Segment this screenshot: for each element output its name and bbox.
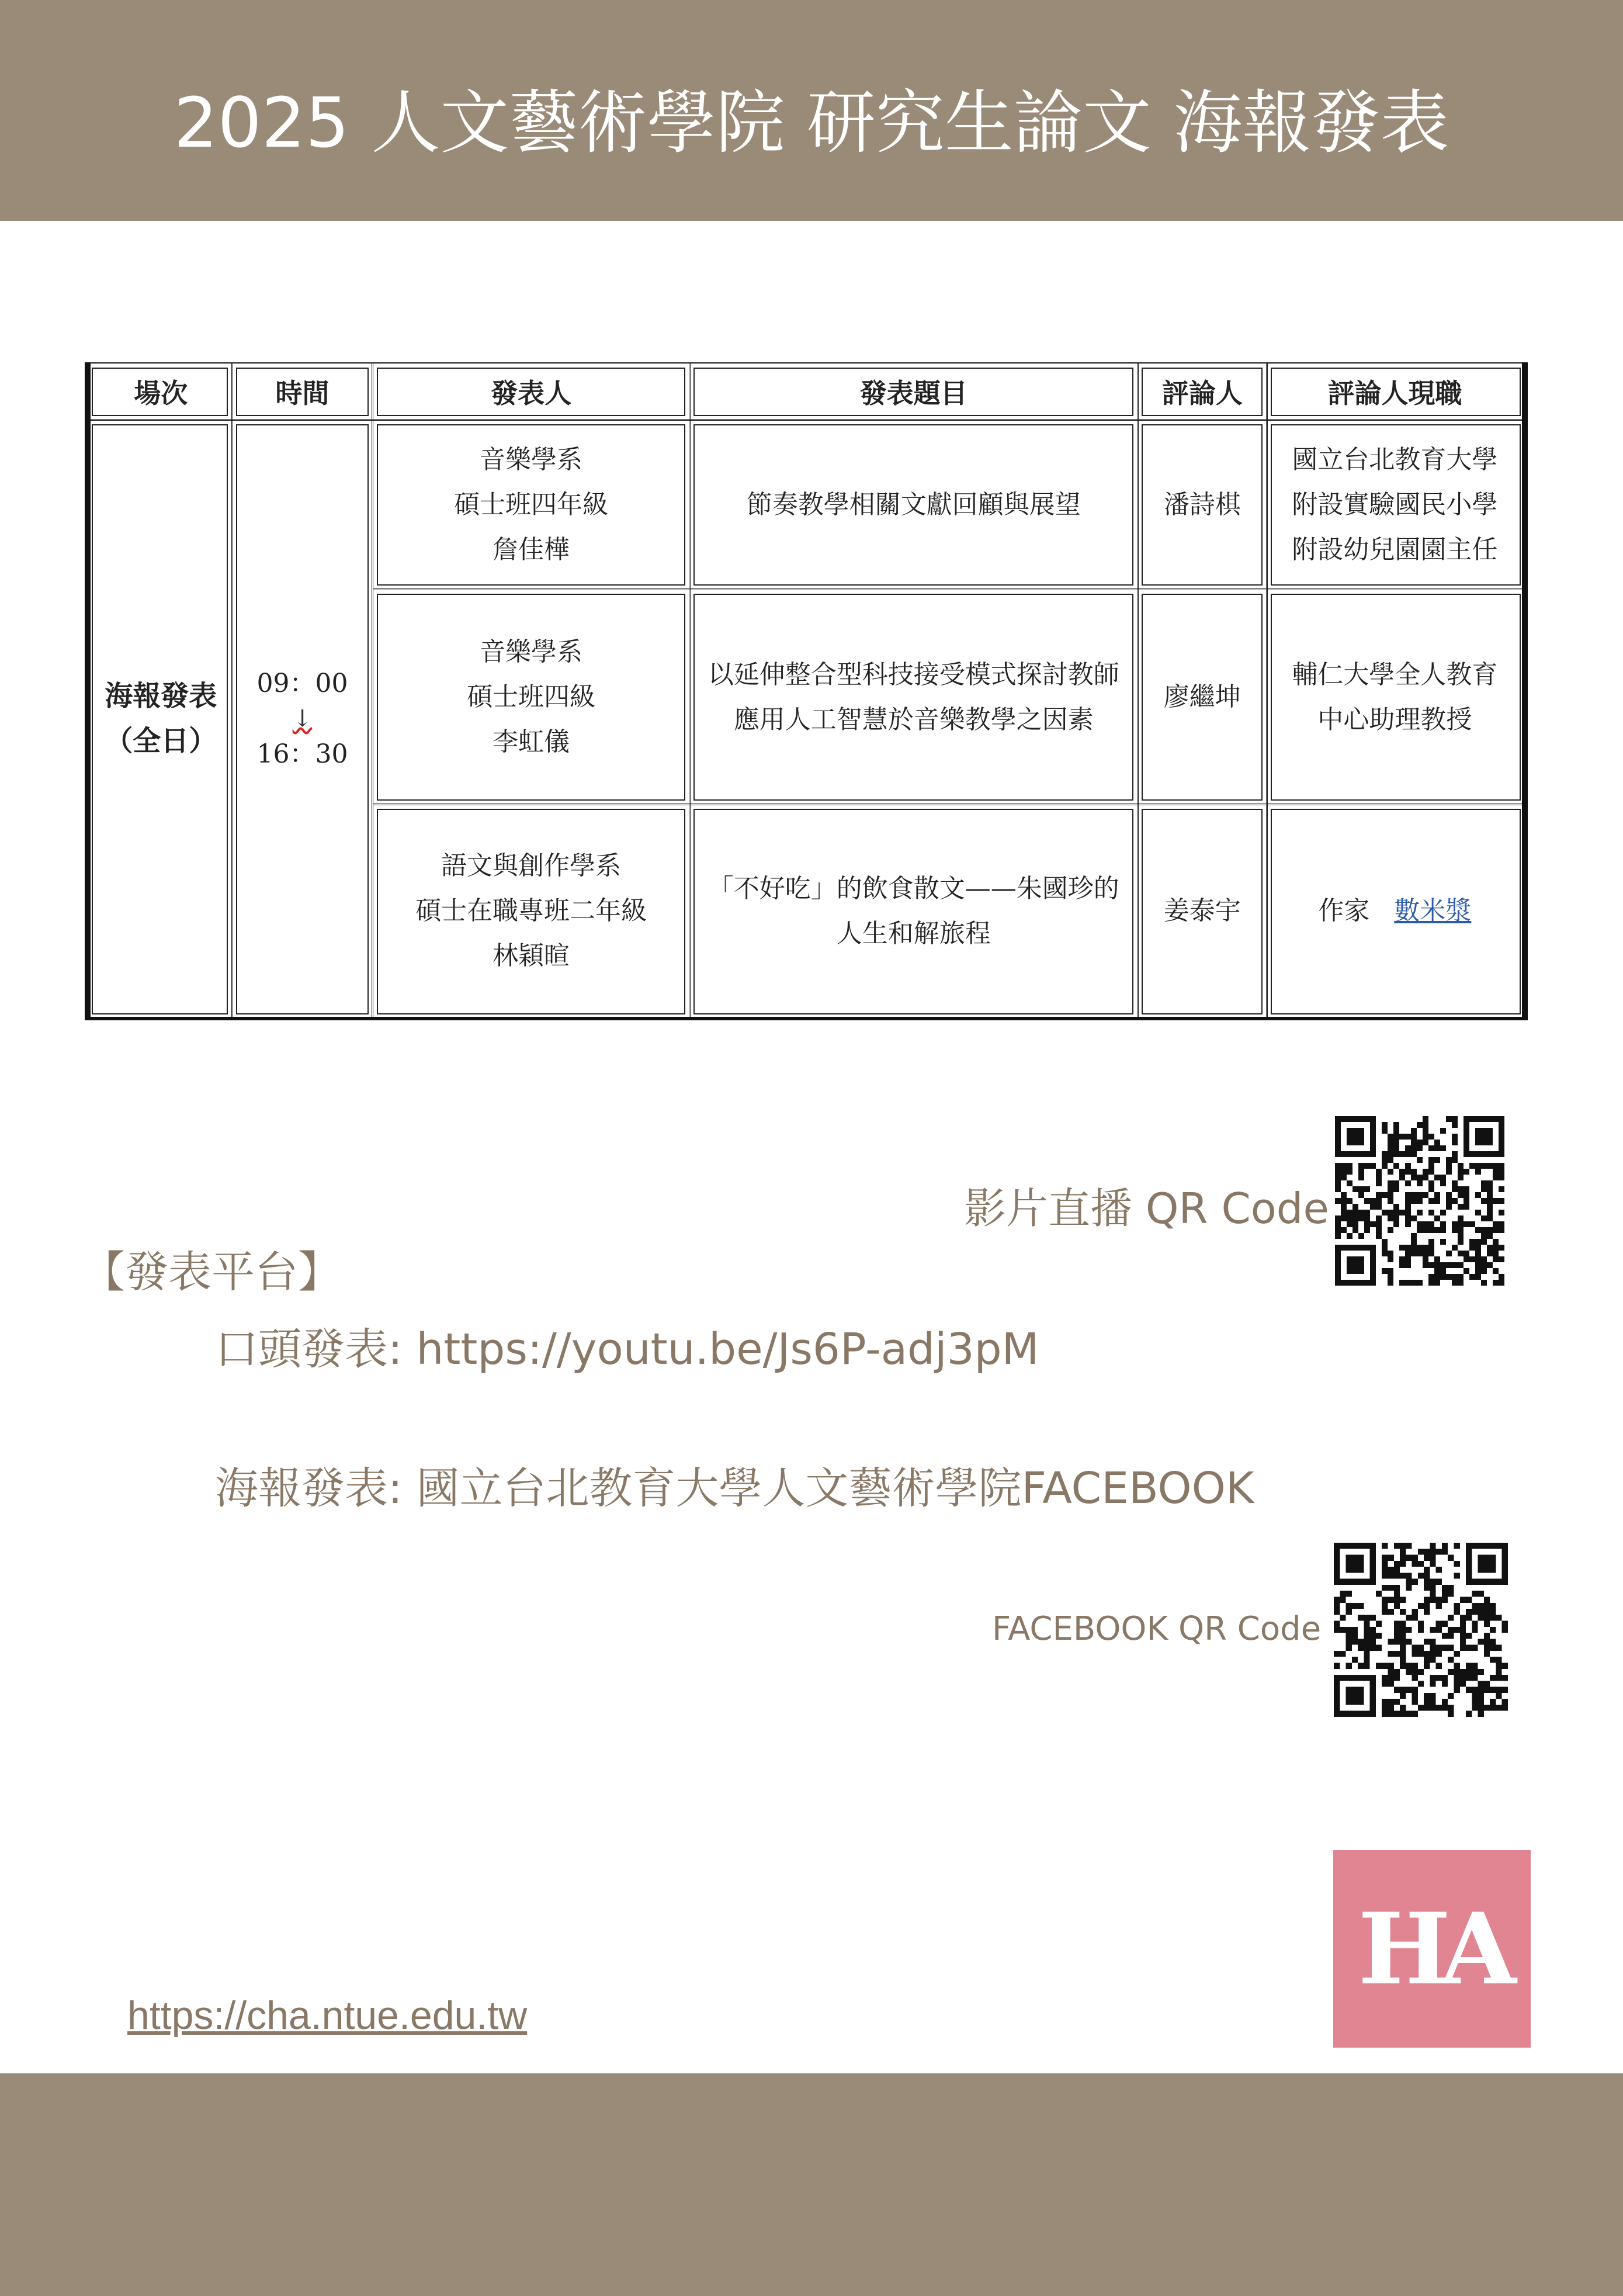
reviewer-position-cell [1267, 805, 1525, 1019]
topic-cell: 以延伸整合型科技接受模式探討教師應用人工智慧於音樂教學之因素 [689, 590, 1138, 805]
position-line: 附設幼兒園園主任 [1292, 535, 1498, 565]
reviewer-cell: 潘詩棋 [1138, 420, 1267, 590]
page-title: 2025 人文藝術學院 研究生論文 海報發表 [174, 82, 1449, 163]
header-presenter: 發表人 [373, 363, 689, 420]
topic-cell: 「不好吃」的飲食散文——朱國珍的人生和解旅程 [689, 805, 1138, 1019]
presenter-cell [373, 590, 689, 805]
presenter-cell [373, 420, 689, 590]
presenter-department: 音樂學系 [480, 637, 583, 667]
header-reviewer: 評論人 [1138, 363, 1267, 420]
position-line: 中心助理教授 [1317, 704, 1472, 735]
reviewer-position-cell [1267, 420, 1525, 590]
oral-presentation-link[interactable]: 口頭發表: https://youtu.be/Js6P-adj3pM [215, 1324, 1039, 1374]
session-name: 海報發表 [105, 679, 217, 712]
table-header-row [88, 363, 1525, 420]
position-line: 輔仁大學全人教育 [1292, 659, 1498, 690]
facebook-qr-code[interactable] [1334, 1543, 1508, 1717]
logo-mark: HA [1358, 1891, 1506, 2007]
live-qr-code[interactable] [1335, 1116, 1504, 1286]
college-logo [1333, 1850, 1531, 2048]
poster-presentation-link[interactable]: 海報發表: 國立台北教育大學人文藝術學院FACEBOOK [215, 1463, 1254, 1514]
topic-cell: 節奏教學相關文獻回顧與展望 [689, 420, 1138, 590]
reviewer-cell: 廖繼坤 [1138, 590, 1267, 805]
reviewer-cell: 姜泰宇 [1138, 805, 1267, 1019]
table-row [88, 420, 1525, 590]
platform-heading: 【發表平台】 [82, 1247, 341, 1297]
session-duration: （全日） [105, 724, 217, 757]
header-reviewer-position: 評論人現職 [1267, 363, 1525, 420]
header-band [0, 0, 1623, 221]
presenter-department: 語文與創作學系 [441, 851, 622, 881]
reviewer-position-cell [1267, 590, 1525, 805]
schedule-table [85, 362, 1528, 1020]
time-end: 16：30 [256, 739, 348, 769]
header-time: 時間 [232, 363, 373, 420]
presenter-name: 李虹儀 [493, 727, 570, 757]
arrow-down-icon: ↓ [292, 705, 313, 732]
presenter-program: 碩士班四年級 [454, 490, 609, 520]
header-session: 場次 [88, 363, 232, 420]
presenter-name: 林穎暄 [493, 941, 570, 971]
time-start: 09：00 [256, 668, 348, 698]
reviewer-link[interactable]: 數米漿 [1394, 896, 1472, 926]
session-cell [88, 420, 232, 1019]
time-cell [232, 420, 373, 1019]
presenter-department: 音樂學系 [480, 445, 583, 475]
facebook-qr-label: FACEBOOK QR Code [992, 1610, 1322, 1648]
position-line: 國立台北教育大學 [1292, 445, 1498, 475]
presenter-name: 詹佳樺 [493, 535, 570, 565]
presenter-program: 碩士在職專班二年級 [415, 896, 647, 926]
position-line: 附設實驗國民小學 [1292, 490, 1498, 520]
presenter-program: 碩士班四級 [467, 682, 596, 712]
presenter-cell [373, 805, 689, 1019]
footer-band [0, 2073, 1623, 2296]
header-topic: 發表題目 [689, 363, 1138, 420]
website-link[interactable]: https://cha.ntue.edu.tw [127, 1993, 528, 2038]
live-qr-label: 影片直播 QR Code [964, 1184, 1329, 1233]
position-prefix: 作家 [1318, 896, 1370, 926]
